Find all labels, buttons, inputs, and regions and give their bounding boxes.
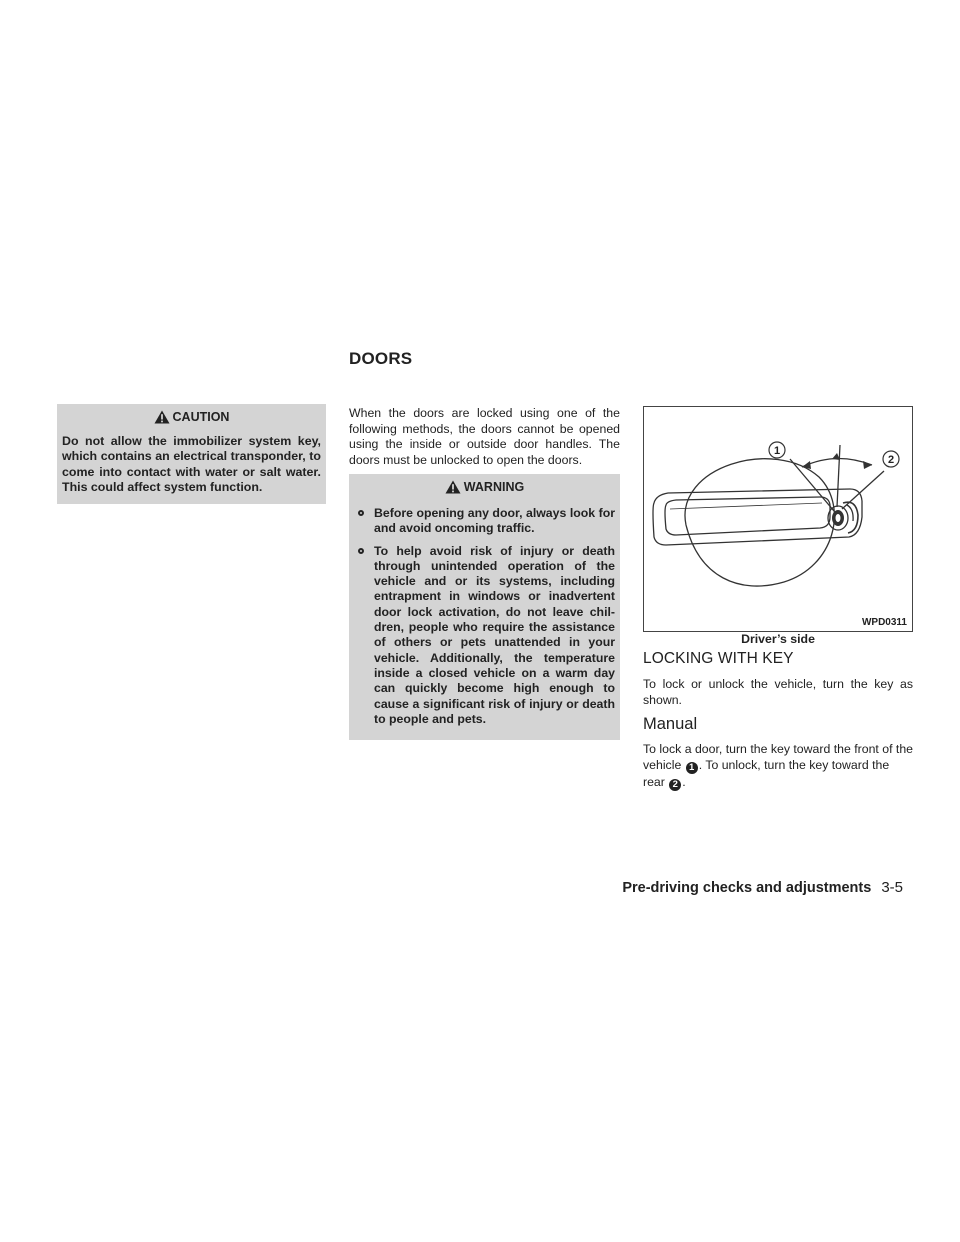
caution-header [57,404,326,430]
callout-2: 2 [887,454,895,466]
warning-item [357,506,615,537]
warning-triangle-icon [154,410,170,424]
page-number: 3-5 [881,879,903,896]
locking-text: To lock or unlock the vehicle, turn the key as shown. [643,677,913,707]
page-footer [622,879,903,896]
manual-heading: Manual [643,715,698,733]
locking-heading: LOCKING WITH KEY [643,650,794,667]
door-handle-illustration [644,407,912,631]
chapter-title: Pre-driving checks and adjustments [622,880,872,896]
warning-header [349,474,620,500]
callout-1: 1 [773,445,781,457]
warning-item-text: To help avoid risk of injury or death through unintended operation of the vehicle and or its systems, including entrapment in windows or inadvertent door lock activation, do not leave chil-dren, people who require the assistance of others or pets unattended in your vehicle. Additionally, the temperature inside a closed vehicle on a warm day can quickly become high enough to cause a significant risk of injury or death to people and pets. [374,543,615,726]
circled-number-2: 2 [669,779,681,791]
figure-caption: Driver’s side [741,632,815,646]
caution-box [57,404,326,504]
warning-label: WARNING [463,480,525,494]
manual-text-part: . To unlock, turn the key toward the rear [643,758,890,790]
caution-text: Do not allow the immobilizer system key, which contains an electrical transponder, to come into contact with water or salt water. This could affect system function. [62,434,321,495]
section-title: DOORS [349,349,413,368]
caution-label: CAUTION [172,410,230,424]
warning-triangle-icon [445,480,461,494]
warning-list [349,506,620,727]
warning-item-text: Before opening any door, always look for and avoid oncoming traffic. [374,506,615,536]
intro-paragraph: When the doors are locked using one of the following methods, the doors cannot be opened using the inside or outside door handles. The doors must be unlocked to open the doors. [349,406,620,467]
warning-box [349,474,620,740]
warning-item [357,544,615,728]
manual-text [643,741,913,791]
manual-text-part: . [682,775,686,790]
bullet-icon [358,548,364,554]
bullet-icon [358,510,364,516]
manual-text-part: To lock a door, turn the key toward the front of the vehicle [643,742,914,773]
figure-code: WPD0311 [861,617,907,628]
circled-number-1: 1 [686,762,698,774]
door-handle-figure [643,406,913,632]
